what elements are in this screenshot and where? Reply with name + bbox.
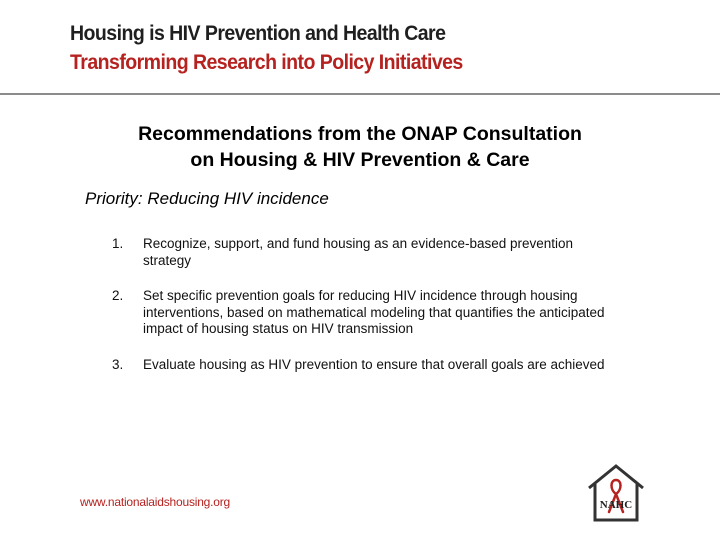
header-subtitle: Transforming Research into Policy Initiatives: [70, 51, 463, 74]
nahc-logo-icon: [585, 462, 647, 524]
slide-title-line2: on Housing & HIV Prevention & Care: [190, 149, 530, 171]
recommendation-list: [112, 236, 612, 392]
header-title: Housing is HIV Prevention and Health Care: [70, 22, 446, 45]
logo-lettering: NAHC: [599, 499, 633, 511]
list-item-number: 2.: [112, 288, 124, 303]
list-item-text: Evaluate housing as HIV prevention to ensure that overall goals are achieved: [143, 356, 605, 372]
list-item-number: 3.: [112, 356, 124, 372]
slide-title: [0, 121, 720, 173]
footer-url[interactable]: www.nationalaidshousing.org: [80, 495, 231, 509]
list-item-text: Set specific prevention goals for reducing HIV incidence through housing interventions, based on mathematical modeling that quantifies the anticipated impact of housing status on HIV transmission: [143, 288, 605, 336]
list-item: [112, 357, 612, 374]
list-item: [112, 236, 612, 269]
slide-title-line1: Recommendations from the ONAP Consultation: [138, 123, 582, 145]
priority-label: Priority: Reducing HIV incidence: [85, 189, 329, 208]
list-item-number: 1.: [112, 236, 124, 251]
list-item-text: Recognize, support, and fund housing as an evidence-based prevention strategy: [143, 236, 574, 268]
header-divider: [0, 93, 720, 95]
list-item: [112, 288, 612, 338]
